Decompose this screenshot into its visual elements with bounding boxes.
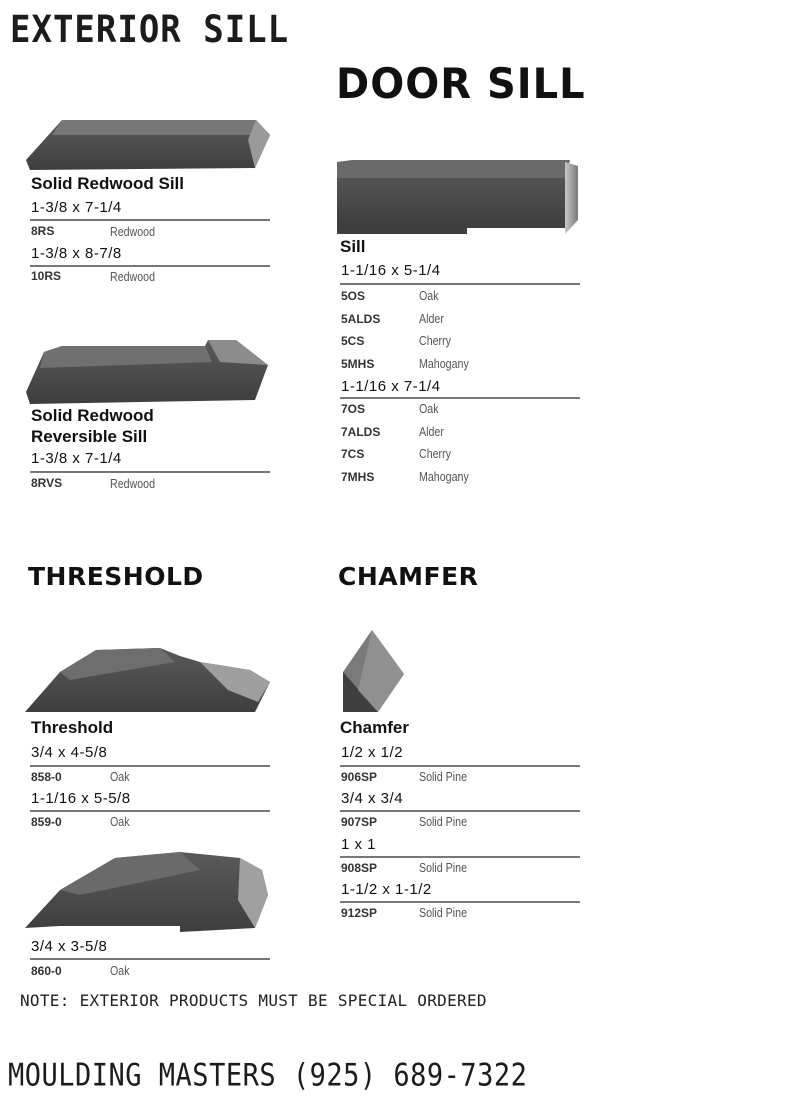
divider <box>340 856 580 858</box>
special-order-note: NOTE: EXTERIOR PRODUCTS MUST BE SPECIAL ORDERED <box>20 991 487 1010</box>
item-code: 912SP <box>341 906 378 920</box>
wood-type: Redwood <box>110 269 156 284</box>
wood-type: Solid Pine <box>419 860 468 875</box>
wood-type: Oak <box>110 814 130 829</box>
item-code: 7ALDS <box>341 425 381 439</box>
wood-type: Solid Pine <box>419 905 468 920</box>
item-code: 10RS <box>31 269 62 283</box>
item-code: 8RS <box>31 224 55 238</box>
size-label: 3/4 x 3-5/8 <box>31 938 108 955</box>
wood-type: Redwood <box>110 476 156 491</box>
wood-type: Mahogany <box>419 469 469 484</box>
size-label: 1-3/8 x 8-7/8 <box>31 245 122 262</box>
wood-type: Oak <box>419 288 439 303</box>
divider <box>30 471 270 473</box>
wood-type: Cherry <box>419 446 451 461</box>
item-code: 7OS <box>341 402 366 416</box>
divider <box>30 810 270 812</box>
size-label: 1-3/8 x 7-1/4 <box>31 450 122 467</box>
door-sill-heading: DOOR SILL <box>336 60 586 109</box>
wood-type: Solid Pine <box>419 769 468 784</box>
product-name: Threshold <box>31 718 114 737</box>
divider <box>30 958 270 960</box>
wood-type: Alder <box>419 311 444 326</box>
divider <box>30 219 270 221</box>
wood-type: Redwood <box>110 224 156 239</box>
wood-type: Cherry <box>419 333 451 348</box>
item-code: 858-0 <box>31 770 62 784</box>
page-title: EXTERIOR SILL <box>10 8 290 52</box>
size-label: 1-1/16 x 5-5/8 <box>31 790 131 807</box>
size-label: 1/2 x 1/2 <box>341 744 404 761</box>
item-code: 5CS <box>341 334 365 348</box>
item-code: 5OS <box>341 289 366 303</box>
divider <box>340 397 580 399</box>
divider <box>340 901 580 903</box>
wood-type: Mahogany <box>419 356 469 371</box>
product-name: Chamfer <box>340 718 409 737</box>
size-label: 1-1/16 x 5-1/4 <box>341 262 441 279</box>
chamfer-heading: CHAMFER <box>338 562 479 591</box>
size-label: 1-3/8 x 7-1/4 <box>31 199 122 216</box>
divider <box>340 765 580 767</box>
divider <box>30 765 270 767</box>
wood-type: Oak <box>419 401 439 416</box>
divider <box>340 283 580 285</box>
item-code: 7MHS <box>341 470 375 484</box>
product-name: Solid Redwood Sill <box>31 174 184 193</box>
size-label: 1 x 1 <box>341 836 377 853</box>
item-code: 7CS <box>341 447 365 461</box>
item-code: 906SP <box>341 770 378 784</box>
size-label: 3/4 x 3/4 <box>341 790 404 807</box>
item-code: 5MHS <box>341 357 375 371</box>
item-code: 860-0 <box>31 964 62 978</box>
divider <box>340 810 580 812</box>
threshold-heading: THRESHOLD <box>28 562 204 591</box>
item-code: 5ALDS <box>341 312 381 326</box>
size-label: 1-1/16 x 7-1/4 <box>341 378 441 395</box>
size-label: 3/4 x 4-5/8 <box>31 744 108 761</box>
footer-contact: MOULDING MASTERS (925) 689-7322 <box>8 1058 528 1094</box>
product-name: Sill <box>340 237 366 256</box>
wood-type: Oak <box>110 769 130 784</box>
wood-type: Solid Pine <box>419 814 468 829</box>
item-code: 907SP <box>341 815 378 829</box>
size-label: 1-1/2 x 1-1/2 <box>341 881 432 898</box>
item-code: 8RVS <box>31 476 63 490</box>
item-code: 908SP <box>341 861 378 875</box>
item-code: 859-0 <box>31 815 62 829</box>
wood-type: Oak <box>110 963 130 978</box>
divider <box>30 265 270 267</box>
wood-type: Alder <box>419 424 444 439</box>
product-name: Solid Redwood <box>31 406 154 425</box>
product-name: Reversible Sill <box>31 427 148 446</box>
